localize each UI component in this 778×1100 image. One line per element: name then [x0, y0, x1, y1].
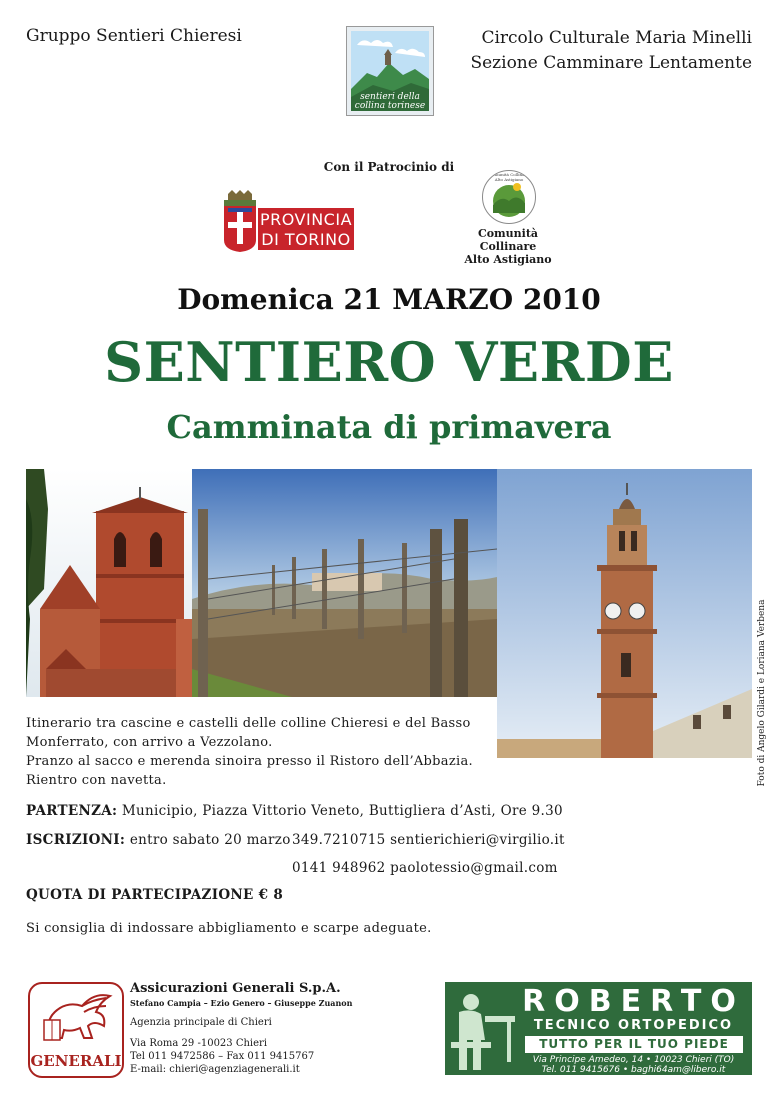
roberto-phone-line: Tel. 011 9415676 • baghi64am@libero.it [541, 1065, 726, 1075]
photo-credit-text: Foto di Angelo Gilardi e Loriana Verbena [757, 599, 767, 787]
comunita-ring-text: Comunità Collinare Alto Astigiano [489, 172, 529, 182]
patronage-label: Con il Patrocinio di [323, 160, 455, 174]
roberto-address [515, 1055, 752, 1075]
generali-logo-name: GENERALI [30, 1052, 122, 1070]
iscrizioni-value: entro sabato 20 marzo [129, 832, 291, 848]
comunita-label-line1: Comunità Collinare [477, 227, 539, 253]
comunita-label-line2: Alto Astigiano [464, 253, 552, 266]
generali-people: Stefano Campia – Ezio Genero – Giuseppe Zuanon [130, 998, 353, 1008]
photo-church [26, 469, 192, 697]
partenza-label: PARTENZA: [26, 803, 118, 819]
provincia-text-line1: PROVINCIA [259, 210, 353, 229]
generali-logo [28, 982, 124, 1078]
generali-info [130, 981, 430, 1076]
description-line-1: Itinerario tra cascine e castelli delle colline Chieresi e del Basso [26, 716, 471, 731]
provincia-text-line2: DI TORINO [261, 230, 351, 249]
contact-1: 349.7210715 sentierichieri@virgilio.it [292, 832, 565, 848]
header-right-line2: Sezione Camminare Lentamente [470, 53, 752, 73]
photo-vineyard [192, 469, 497, 697]
header-right-line1: Circolo Culturale Maria Minelli [481, 28, 752, 48]
cobbler-icon [445, 982, 525, 1075]
comunita-emblem [482, 170, 536, 224]
event-subtitle: Camminata di primavera [166, 408, 612, 446]
partenza-value: Municipio, Piazza Vittorio Veneto, Buttigliera d’Asti, Ore 9.30 [121, 803, 563, 819]
event-description [26, 714, 492, 790]
event-title: SENTIERO VERDE [104, 330, 674, 394]
generali-agency: Agenzia principale di Chieri [130, 1017, 272, 1028]
photo-bell-tower [497, 469, 752, 758]
roberto-slogan: TUTTO PER IL TUO PIEDE [525, 1036, 743, 1053]
generali-address: Via Roma 29 -10023 Chieri [130, 1038, 268, 1049]
generali-email: E-mail: chieri@agenziagenerali.it [130, 1064, 300, 1075]
comunita-label [450, 227, 566, 266]
photo-credit [752, 600, 772, 786]
roberto-ad [445, 982, 752, 1075]
generali-company: Assicurazioni Generali S.p.A. [130, 981, 341, 996]
contact-2: 0141 948962 paolotessio@gmail.com [292, 860, 558, 876]
iscrizioni-line [26, 832, 291, 848]
roberto-address-line: Via Principe Amedeo, 14 • 10023 Chieri (TO) [532, 1055, 735, 1065]
iscrizioni-label: ISCRIZIONI: [26, 832, 126, 848]
quota-line: QUOTA DI PARTECIPAZIONE € 8 [26, 887, 284, 903]
roberto-role: TECNICO ORTOPEDICO [533, 1018, 734, 1033]
event-date: Domenica 21 MARZO 2010 [177, 283, 601, 316]
roberto-name: ROBERTO [522, 984, 745, 1019]
header-left-org: Gruppo Sentieri Chieresi [26, 26, 242, 46]
description-line-4: Rientro con navetta. [26, 773, 167, 788]
generali-phone: Tel 011 9472586 – Fax 011 9415767 [130, 1051, 315, 1062]
description-line-3: Pranzo al sacco e merenda sinoira presso il Ristoro dell’Abbazia. [26, 754, 473, 769]
sentieri-logo-text: sentieri della collina torinese [354, 92, 426, 111]
provincia-torino-logo [214, 188, 356, 254]
sentieri-logo [346, 26, 434, 116]
advice-line: Si consiglia di indossare abbigliamento e scarpe adeguate. [26, 921, 432, 936]
header-right-org [470, 26, 752, 76]
partenza-line [26, 803, 563, 819]
comunita-collinare-logo [450, 170, 566, 266]
description-line-2: Monferrato, con arrivo a Vezzolano. [26, 735, 273, 750]
